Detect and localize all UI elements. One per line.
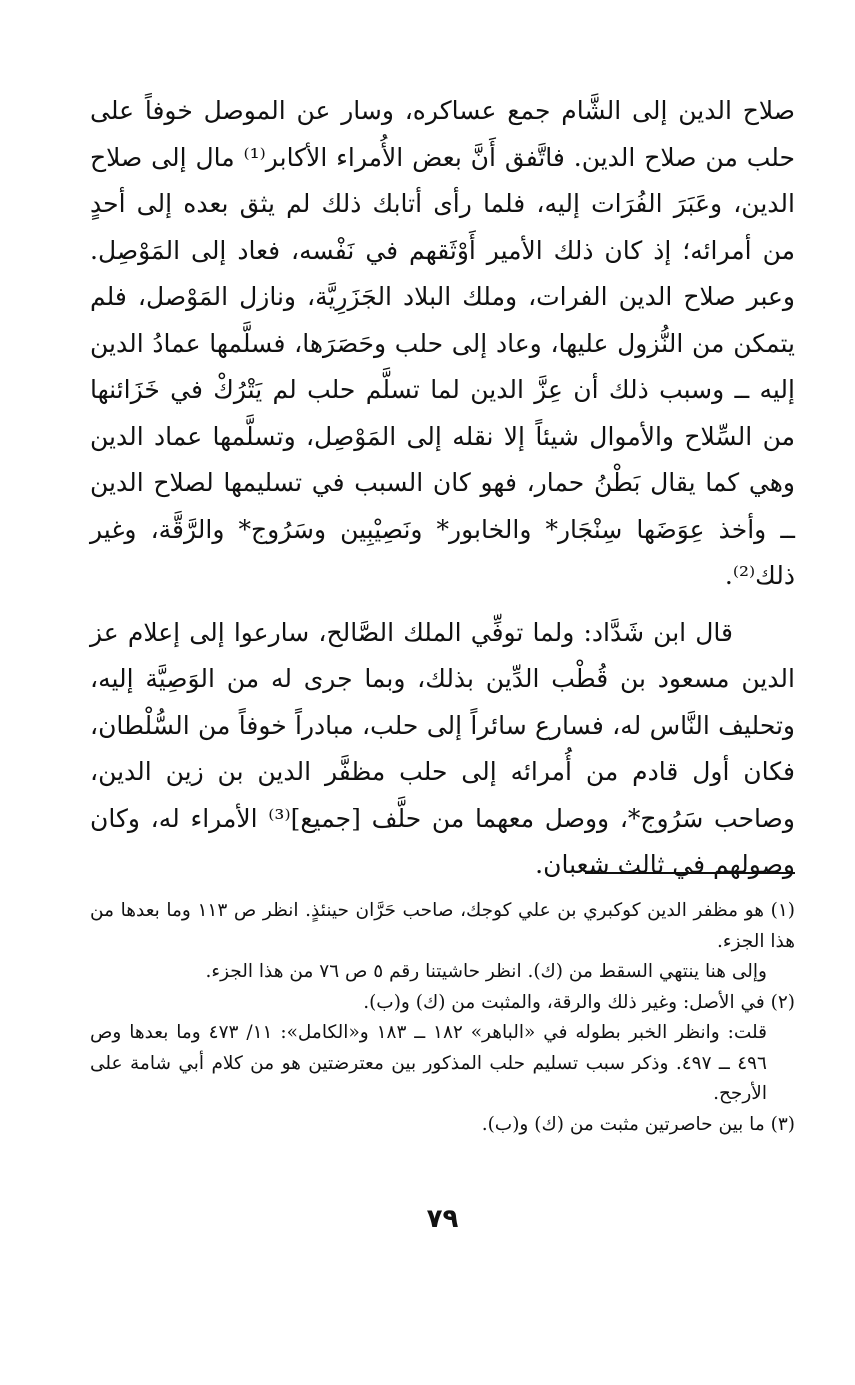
footnote-3: (٣) ما بين حاصرتين مثبت من (ك) و(ب). <box>481 1113 795 1135</box>
paragraph-2: قال ابن شَدَّاد: ولما توفِّي الملك الصَّالح، سارعوا إلى إعلام عز الدين مسعود بن قُطْب الدِّين بذلك، وبما جرى له من الوَصِيَّة إليه، وتحليف النَّاس له، فسارع سائراً إلى حلب، مبادراً خوفاً من السُّلْطان، فكان أول قادم من أُمرائه إلى حلب مظفَّر الدين بن زين الدين، وصاحب سَرُوج*، ووصل معهما من حلَّف [جميع]⁽³⁾ الأمراء له، وكان وصولهم في ثالث شعبان. <box>90 617 795 879</box>
page-number: ٧٩ <box>426 1204 459 1234</box>
paragraph-1: صلاح الدين إلى الشَّام جمع عساكره، وسار عن الموصل خوفاً على حلب من صلاح الدين. فاتَّفق أَنَّ بعض الأُمراء الأكابر⁽¹⁾ مال إلى صلاح الدين، وعَبَرَ الفُرَات إليه، فلما رأى أتابك ذلك لم يثق بعده إلى أحدٍ من أمرائه؛ إذ كان ذلك الأمير أَوْثَقهم في نَفْسه، فعاد إلى المَوْصِل. وعبر صلاح الدين الفرات، وملك البلاد الجَزَرِيَّة، ونازل المَوْصل، فلم يتمكن من النُّزول عليها، وعاد إلى حلب وحَصَرَها، فسلَّمها عمادُ الدين إليه ــ وسبب ذلك أن عِزَّ الدين لما تسلَّم حلب لم يَتْرُكْ في خَزَائنها من السِّلاح والأموال شيئاً إلا نقله إلى المَوْصِل، وتسلَّمها عماد الدين وهي كما يقال بَطْنُ حمار، فهو كان السبب في تسليمها لصلاح الدين ــ وأخذ عِوَضَها سِنْجَار* والخابور* ونَصِيْبِين وسَرُوج* والرَّقَّة، وغير ذلك⁽²⁾. <box>90 96 795 590</box>
main-text <box>90 88 795 889</box>
footnote-2: (٢) في الأصل: وغير ذلك والرقة، والمثبت من (ك) و(ب). <box>363 991 795 1013</box>
footnote-1-continuation: وإلى هنا ينتهي السقط من (ك). انظر حاشيتنا رقم ٥ ص ٧٦ من هذا الجزء. <box>205 961 767 982</box>
footnote-1: (١) هو مظفر الدين كوكبري بن علي كوجك، صاحب حَرَّان حينئذٍ. انظر ص ١١٣ وما بعدها من هذا الجزء. <box>90 900 795 952</box>
book-page <box>90 88 795 1385</box>
footnote-separator <box>585 872 795 874</box>
footnotes <box>90 896 795 1140</box>
footnote-2-continuation: قلت: وانظر الخبر بطوله في «الباهر» ١٨٢ ــ ١٨٣ و«الكامل»: ١١/ ٤٧٣ وما بعدها وص ٤٩٦ ــ ٤٩٧. وذكر سبب تسليم حلب المذكور بين معترضتين هو من كلام أبي شامة على الأرجح. <box>90 1022 767 1104</box>
